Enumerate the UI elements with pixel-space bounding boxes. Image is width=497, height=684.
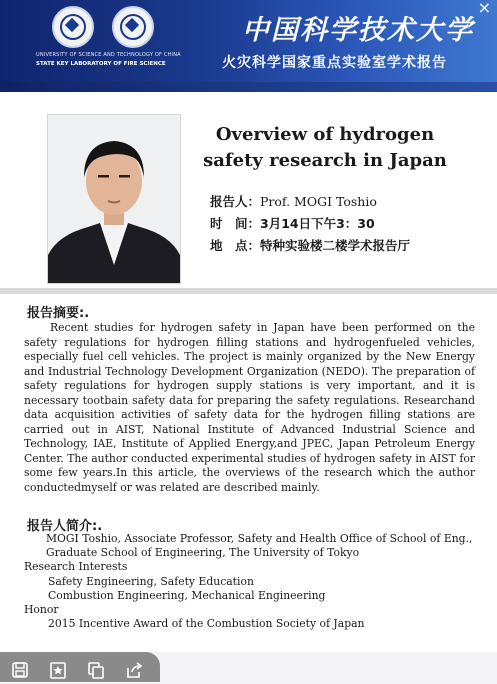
bio-intro: MOGI Toshio, Associate Professor, Safety and Health Office of School of Eng., Graduate School of Engineering, The University of Tokyo (46, 532, 473, 560)
university-name-en: UNIVERSITY OF SCIENCE AND TECHNOLOGY OF CHINA (36, 52, 181, 58)
report-series-title: 火灾科学国家重点实验室学术报告 (222, 55, 447, 71)
save-icon[interactable] (10, 660, 30, 680)
time-row (210, 214, 375, 232)
honor-item: 2015 Incentive Award of the Combustion Society of Japan (48, 617, 365, 631)
section-divider (0, 288, 497, 294)
lab-name-en: STATE KEY LABORATORY OF FIRE SCIENCE (36, 61, 166, 67)
bookmark-star-icon[interactable] (48, 660, 68, 680)
banner-stripe (0, 82, 497, 92)
abstract-heading: 报告摘要:. (27, 306, 90, 321)
research-item: Safety Engineering, Safety Education (48, 574, 254, 588)
speaker-name: Prof. MOGI Toshio (260, 194, 377, 209)
research-heading: Research Interests (24, 560, 128, 574)
honor-heading: Honor (24, 603, 59, 617)
header-banner (0, 0, 497, 92)
place-value: 特种实验楼二楼学术报告厅 (260, 238, 411, 253)
abstract-body (24, 321, 475, 495)
research-item: Combustion Engineering, Mechanical Engineering (48, 588, 326, 602)
copy-icon[interactable] (86, 660, 106, 680)
abstract-text: Recent studies for hydrogen safety in Japan have been performed on the safety regulations for hydrogen filling stations and hydrogenfueled vehicles, especially fuel cell vehicles. The project is mainly organized by the New Energy and Industrial Technology Development Organization (NEDO). The preparation of safety regulations for hydrogen supply stations is very important, and it is necessary tootbain safety data for preparing the safety regulations. Researchand data acquisition activities of safety data for the hydrogen filling stations are carried out in AIST, National Institute of Advanced Industrial Science and Technology, IAE, Institute of Applied Energy,and JPEC, Japan Petroleum Energy Center. The author conducted experimental studies of hydrogen safety in AIST for some few years.In this article, the overviews of the research which the author conductedmyself or was related are described mainly. (24, 321, 475, 494)
ustc-seal-logo (52, 6, 94, 48)
speaker-photo (47, 114, 181, 284)
bottom-toolbar (0, 652, 160, 682)
place-row (210, 236, 410, 254)
close-icon[interactable]: × (477, 0, 491, 17)
bio-body (24, 532, 479, 631)
time-value: 3月14日下午3：30 (260, 216, 375, 231)
talk-card (0, 92, 497, 652)
share-icon[interactable] (124, 660, 144, 680)
place-label: 地 点： (210, 238, 261, 253)
time-label: 时 间： (210, 216, 261, 231)
talk-title: Overview of hydrogen safety research in Japan (203, 124, 447, 171)
bio-heading: 报告人简介:. (27, 519, 103, 534)
speaker-label: 报告人： (210, 194, 261, 209)
speaker-row (210, 192, 377, 210)
university-calligraphy-title: 中国科学技术大学 (242, 15, 474, 46)
fire-lab-seal-logo (112, 6, 154, 48)
